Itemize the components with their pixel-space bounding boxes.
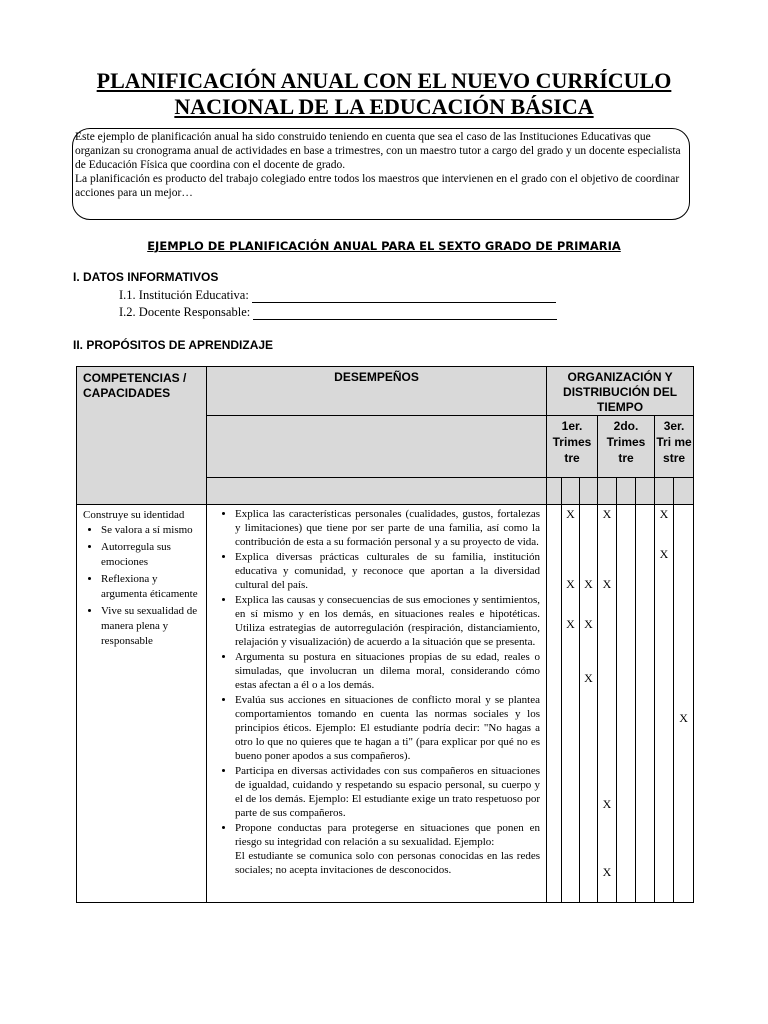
desempeno-item: • Participa en diversas actividades con sus compañeros en situaciones de igualdad, cuidando y respetando su espacio personal, su cuerpo y el de los demás. Ejemplo: El estudiante exige un trato respetuoso por parte de sus compañeros. (235, 764, 540, 820)
desempenos-cell (207, 505, 547, 903)
capacidad-item: • Autorregula sus emociones (101, 540, 204, 570)
header-blank-c8 (674, 478, 694, 505)
header-blank-c7 (655, 478, 674, 505)
intro-paragraph-2: La planificación es producto del trabajo colegiado entre todos los maestros que intervienen en el grado con el objetivo de coordinar acciones para un mejor… (75, 173, 680, 199)
header-desempenos: DESEMPEÑOS (207, 367, 547, 416)
mark-x: X (584, 617, 593, 631)
mark-col-1 (547, 505, 562, 903)
mark-col-5 (617, 505, 636, 903)
title-line-1: PLANIFICACIÓN ANUAL CON EL NUEVO CURRÍCULO (96, 68, 672, 93)
subtitle: EJEMPLO DE PLANIFICACIÓN ANUAL PARA EL SEXTO GRADO DE PRIMARIA (147, 239, 621, 253)
document-title (0, 68, 768, 120)
competencia-name: Construye su identidad (83, 509, 185, 521)
field-institucion (119, 288, 556, 303)
mark-x: X (602, 507, 612, 521)
mark-x: X (566, 507, 575, 521)
desempeno-item: • Explica las causas y consecuencias de sus emociones y sentimientos, en sí mismo y en los demás, en situaciones reales e hipotéticas. Utiliza estrategias de autorregulación (respiración, distanciamiento, relajación y visualización) de acuerdo a la situación que se presenta. (235, 593, 540, 649)
capacidad-item: • Se valora a sí mismo (101, 523, 204, 538)
mark-col-3 (580, 505, 598, 903)
header-blank-c4 (598, 478, 617, 505)
mark-x: X (566, 617, 575, 631)
mark-x: X (566, 577, 575, 591)
header-trimestre-3: 3er. Tri me stre (655, 416, 694, 478)
mark-x: X (584, 577, 593, 591)
field-docente-label: I.2. Docente Responsable: (119, 305, 251, 319)
mark-col-7 (655, 505, 674, 903)
desempeno-item: • Explica las características personales (cualidades, gustos, fortalezas y limitaciones) que tiene por ser parte de una familia, así como la contribución de esta a su formación personal y a su proyecto de vida. (235, 507, 540, 549)
field-docente-line (253, 307, 557, 320)
header-blank-c6 (636, 478, 655, 505)
header-desempenos-blank (207, 416, 547, 478)
section-2-heading: II. PROPÓSITOS DE APRENDIZAJE (73, 338, 274, 352)
header-organizacion: ORGANIZACIÓN Y DISTRIBUCIÓN DEL TIEMPO (547, 367, 694, 416)
mark-col-4 (598, 505, 617, 903)
capacidad-item: • Reflexiona y argumenta éticamente (101, 572, 204, 602)
desempeno-item: • Argumenta su postura en situaciones propias de su edad, reales o simuladas, que involucran un dilema moral, considerando cómo estas afectan a él o a los demás. (235, 650, 540, 692)
desempeno-item: • Propone conductas para protegerse en situaciones que ponen en riesgo su integridad con relación a su sexualidad. Ejemplo: (235, 821, 540, 849)
intro-paragraph-1: Este ejemplo de planificación anual ha sido construido teniendo en cuenta que sea el caso de las Instituciones Educativas que organizan su cronograma anual de actividades en base a trimestres, con un maestro tutor a cargo del grado y un docente especialista de Educación Física que coordina con el docente de grado. (75, 131, 681, 171)
mark-x: X (602, 797, 612, 811)
competencia-cell (77, 505, 207, 903)
header-blank-c1 (547, 478, 562, 505)
field-institucion-line (252, 290, 556, 303)
capacidad-item: • Vive su sexualidad de manera plena y responsable (101, 604, 204, 649)
desempeno-item: • Explica diversas prácticas culturales de su familia, institución educativa y comunidad, y reconoce que aportan a la diversidad cultural del país. (235, 550, 540, 592)
mark-x: X (602, 865, 612, 879)
desempenos-list (213, 507, 540, 849)
section-1-heading: I. DATOS INFORMATIVOS (73, 270, 219, 284)
mark-x: X (659, 507, 669, 521)
field-institucion-label: I.1. Institución Educativa: (119, 288, 249, 302)
mark-col-2 (562, 505, 580, 903)
mark-x: X (602, 577, 612, 591)
header-competencias: COMPETENCIAS / CAPACIDADES (77, 367, 207, 505)
desempeno-item: • Evalúa sus acciones en situaciones de conflicto moral y se plantea comportamientos tomando en cuenta las normas sociales y los principios éticos. Ejemplo: El estudiante podría decir: "No hagas a otro lo que no quieres que te hagan a ti" (para explicar por qué no es bueno poner apodos a sus compañeros). (235, 693, 540, 763)
header-blank-c2 (562, 478, 580, 505)
header-trimestre-1: 1er. Trimes tre (547, 416, 598, 478)
mark-x: X (584, 671, 593, 685)
intro-box (72, 128, 690, 220)
capacidades-list (83, 523, 204, 649)
propositos-table (76, 366, 694, 903)
desempeno-example: El estudiante se comunica solo con personas conocidas en las redes sociales; no acepta invitaciones de desconocidos. (235, 850, 540, 876)
header-blank-c3 (580, 478, 598, 505)
title-line-2: NACIONAL DE LA EDUCACIÓN BÁSICA (174, 94, 594, 119)
header-blank-c5 (617, 478, 636, 505)
field-docente (119, 305, 557, 320)
header-blank-des (207, 478, 547, 505)
mark-x: X (659, 547, 669, 561)
mark-col-6 (636, 505, 655, 903)
mark-col-8 (674, 505, 694, 903)
mark-x: X (679, 711, 688, 725)
header-trimestre-2: 2do. Trimes tre (598, 416, 655, 478)
